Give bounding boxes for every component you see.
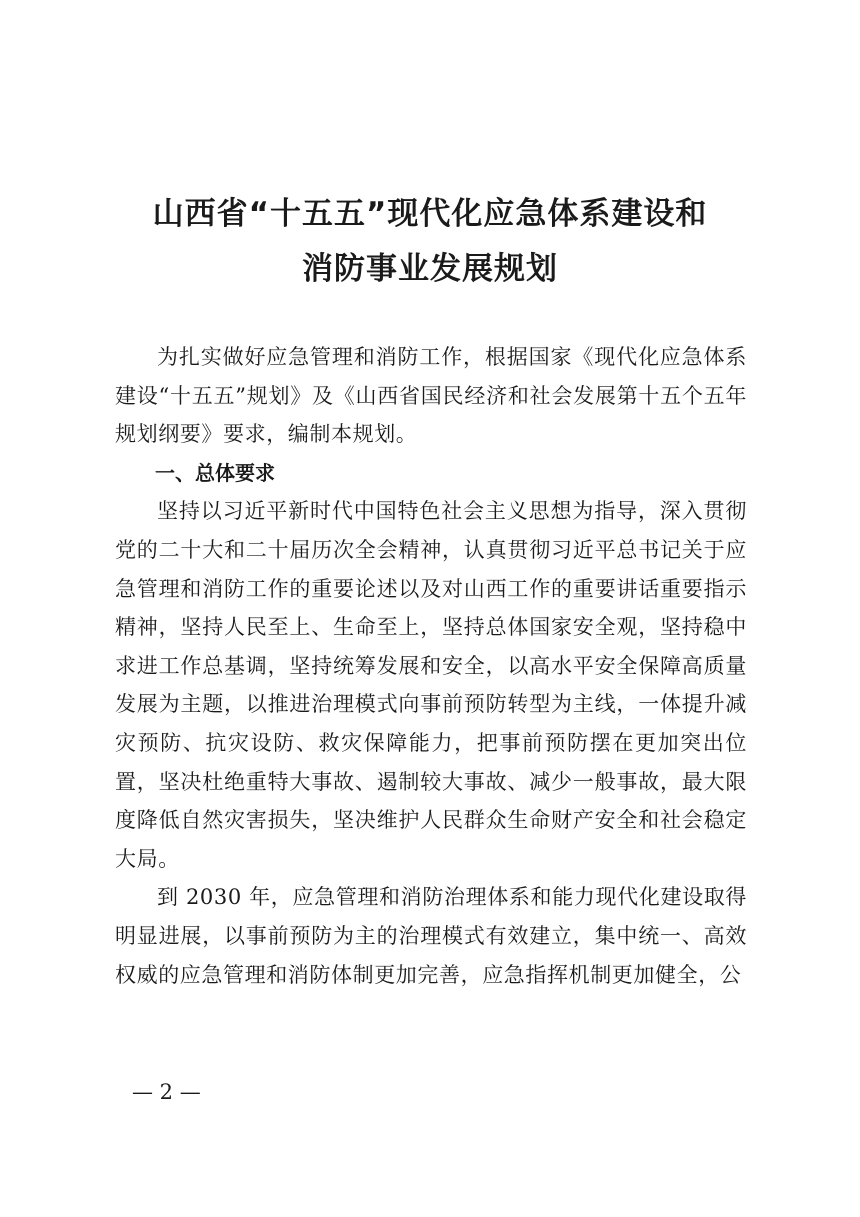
section-heading-general-requirements: 一、总体要求 [155,460,275,485]
guiding-principles-paragraph: 坚持以习近平新时代中国特色社会主义思想为指导，深入贯彻党的二十大和二十届历次全会精神，认真贯彻习近平总书记关于应急管理和消防工作的重要论述以及对山西工作的重要讲话重要指示精神，坚持人民至上、生命至上，坚持总体国家安全观，坚持稳中求进工作总基调，坚持统筹发展和安全，以高水平安全保障高质量发展为主题，以推进治理模式向事前预防转型为主线，一体提升减灾预防、抗灾设防、救灾保障能力，把事前预防摆在更加突出位置，坚决杜绝重特大事故、遏制较大事故、减少一般事故，最大限度降低自然灾害损失，坚决维护人民群众生命财产安全和社会稳定大局。 [115,499,747,871]
page-number: — 2 — [132,1080,201,1104]
document-title-line-1: 山西省“十五五”现代化应急体系建设和 [152,196,708,232]
goals-2030-paragraph: 到 2030 年，应急管理和消防治理体系和能力现代化建设取得明显进展，以事前预防为主的治理模式有效建立，集中统一、高效权威的应急管理和消防体制更加完善，应急指挥机制更加健全，公 [115,885,747,987]
intro-paragraph: 为扎实做好应急管理和消防工作，根据国家《现代化应急体系建设“十五五”规划》及《山西省国民经济和社会发展第十五个五年规划纲要》要求，编制本规划。 [115,345,747,447]
document-body [115,338,747,994]
document-title-line-2: 消防事业发展规划 [302,251,558,287]
